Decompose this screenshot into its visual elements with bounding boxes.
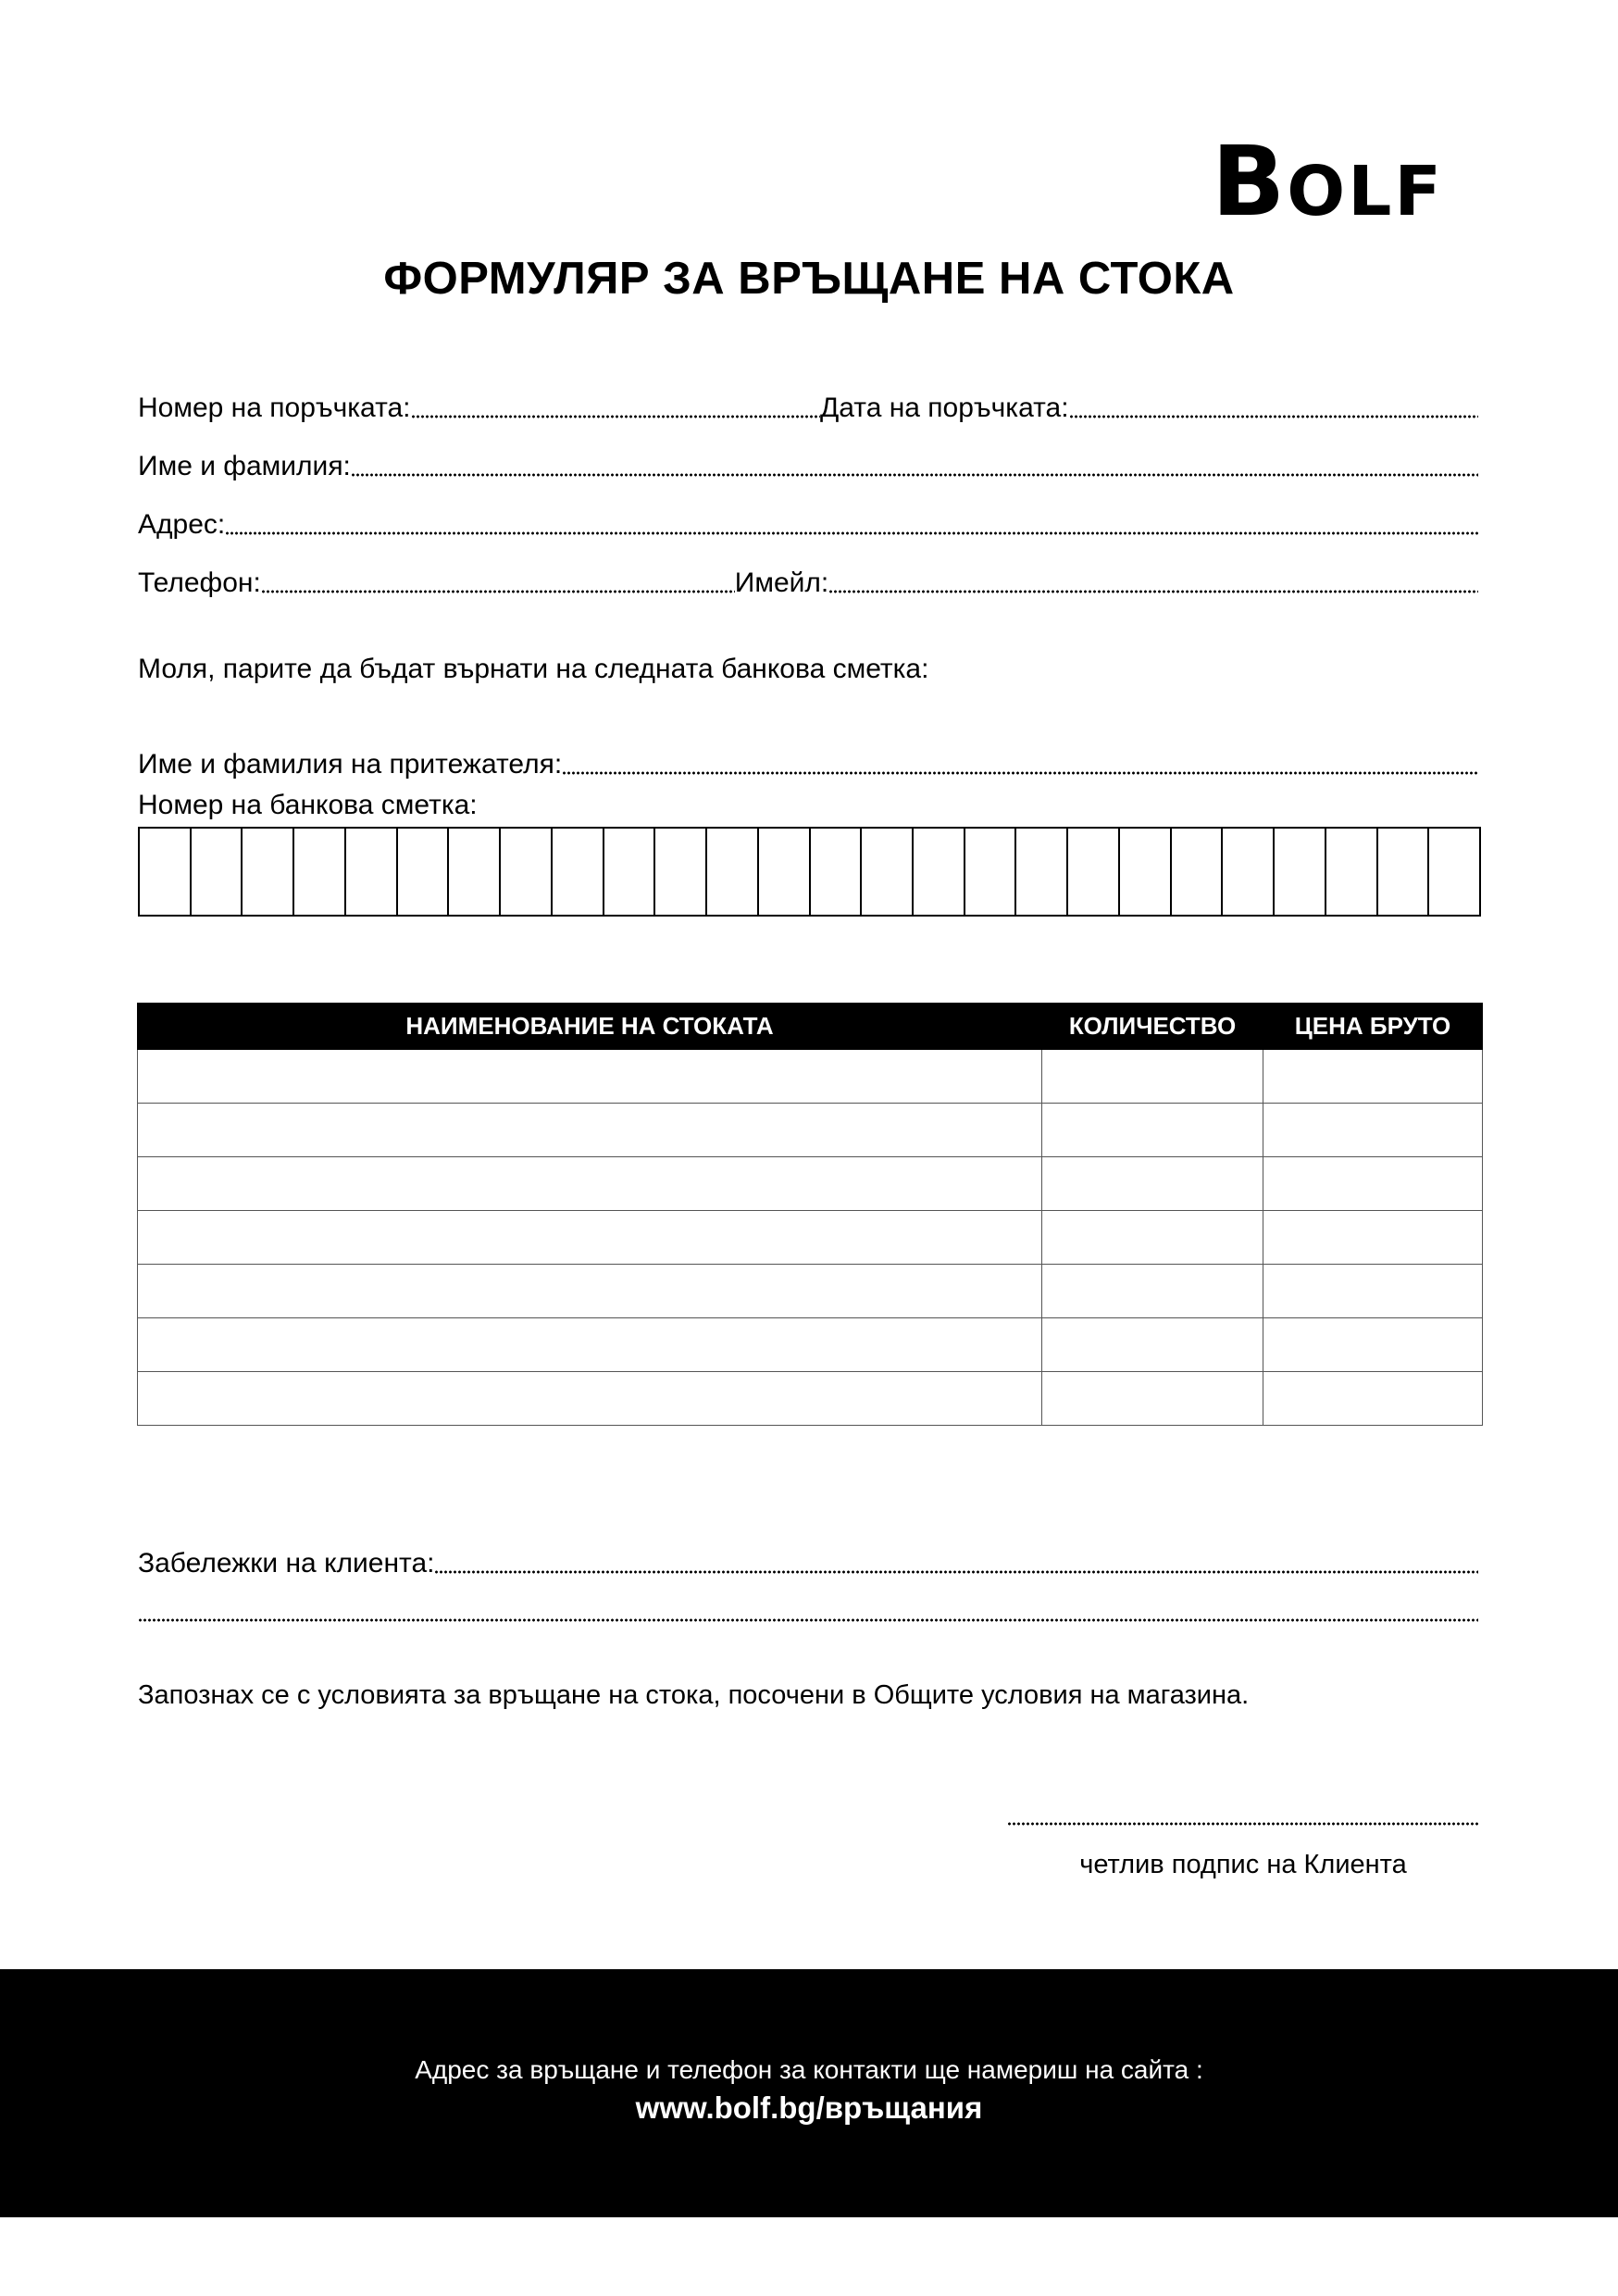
- table-row: [138, 1104, 1483, 1157]
- quantity-cell[interactable]: [1042, 1265, 1263, 1318]
- customer-notes-label: Забележки на клиента:: [138, 1548, 435, 1578]
- quantity-cell[interactable]: [1042, 1104, 1263, 1157]
- quantity-cell[interactable]: [1042, 1211, 1263, 1265]
- account-holder-label: Име и фамилия на притежателя:: [138, 749, 563, 780]
- quantity-cell[interactable]: [1042, 1372, 1263, 1426]
- item-name-cell[interactable]: [138, 1372, 1042, 1426]
- gross-price-cell[interactable]: [1263, 1104, 1483, 1157]
- quantity-cell[interactable]: [1042, 1050, 1263, 1104]
- item-name-cell[interactable]: [138, 1050, 1042, 1104]
- account-digit-box[interactable]: [1376, 829, 1428, 915]
- gross-price-cell[interactable]: [1263, 1211, 1483, 1265]
- signature-field[interactable]: [1007, 1821, 1479, 1827]
- account-digit-box[interactable]: [757, 829, 809, 915]
- order-number-label: Номер на поръчката:: [138, 393, 411, 423]
- account-digit-box[interactable]: [140, 829, 190, 915]
- contact-row: [138, 556, 1478, 599]
- gross-price-cell[interactable]: [1263, 1318, 1483, 1372]
- table-row: [138, 1050, 1483, 1104]
- goods-table: [137, 1003, 1483, 1426]
- account-digit-box[interactable]: [1118, 829, 1170, 915]
- account-digit-box[interactable]: [551, 829, 603, 915]
- account-digit-box[interactable]: [447, 829, 499, 915]
- account-digit-box[interactable]: [809, 829, 861, 915]
- header-quantity: КОЛИЧЕСТВО: [1042, 1004, 1263, 1050]
- account-digit-box[interactable]: [499, 829, 551, 915]
- email-field[interactable]: [828, 589, 1478, 594]
- customer-notes-row: [138, 1537, 1478, 1579]
- logo-rest: OLF: [1287, 152, 1444, 231]
- item-name-cell[interactable]: [138, 1318, 1042, 1372]
- account-holder-field[interactable]: [562, 770, 1478, 776]
- account-digit-box[interactable]: [1325, 829, 1376, 915]
- quantity-cell[interactable]: [1042, 1157, 1263, 1211]
- account-digit-box[interactable]: [396, 829, 448, 915]
- logo-initial: B: [1212, 125, 1288, 238]
- gross-price-cell[interactable]: [1263, 1372, 1483, 1426]
- address-label: Адрес:: [138, 509, 226, 540]
- terms-acknowledgement: Запознах се с условията за връщане на стока, посочени в Общите условия на магазина.: [138, 1680, 1250, 1710]
- item-name-cell[interactable]: [138, 1104, 1042, 1157]
- footer-returns-link[interactable]: www.bolf.bg/връщания: [635, 2090, 983, 2125]
- account-holder-row: [138, 738, 1478, 780]
- account-digit-box[interactable]: [190, 829, 242, 915]
- order-date-field[interactable]: [1069, 414, 1478, 419]
- account-digit-box[interactable]: [1066, 829, 1118, 915]
- account-digit-box[interactable]: [603, 829, 654, 915]
- quantity-cell[interactable]: [1042, 1318, 1263, 1372]
- table-row: [138, 1157, 1483, 1211]
- table-row: [138, 1265, 1483, 1318]
- goods-table-body: [138, 1050, 1483, 1426]
- order-row: [138, 381, 1478, 424]
- account-digit-box[interactable]: [241, 829, 292, 915]
- account-digit-box[interactable]: [344, 829, 396, 915]
- table-row: [138, 1318, 1483, 1372]
- order-number-field[interactable]: [411, 414, 820, 419]
- account-digit-box[interactable]: [964, 829, 1015, 915]
- table-header-row: [138, 1004, 1483, 1050]
- name-row: [138, 440, 1478, 482]
- account-digit-box[interactable]: [912, 829, 964, 915]
- account-digit-box[interactable]: [653, 829, 705, 915]
- header-item-name: НАИМЕНОВАНИЕ НА СТОКАТА: [138, 1004, 1042, 1050]
- table-row: [138, 1211, 1483, 1265]
- account-digit-box[interactable]: [1170, 829, 1222, 915]
- page-title: ФОРМУЛЯР ЗА ВРЪЩАНЕ НА СТОКА: [383, 254, 1235, 304]
- full-name-field[interactable]: [351, 472, 1478, 478]
- phone-field[interactable]: [261, 589, 735, 594]
- account-digit-box[interactable]: [1273, 829, 1325, 915]
- customer-notes-field-2[interactable]: [138, 1617, 1478, 1623]
- customer-notes-row-2: [138, 1585, 1478, 1628]
- account-digit-box[interactable]: [1221, 829, 1273, 915]
- full-name-label: Име и фамилия:: [138, 451, 351, 481]
- footer-info-text: Адрес за връщане и телефон за контакти ще намериш на сайта :: [415, 2055, 1203, 2084]
- gross-price-cell[interactable]: [1263, 1265, 1483, 1318]
- account-digit-box[interactable]: [292, 829, 344, 915]
- item-name-cell[interactable]: [138, 1157, 1042, 1211]
- item-name-cell[interactable]: [138, 1211, 1042, 1265]
- order-date-label: Дата на поръчката:: [819, 393, 1069, 423]
- table-row: [138, 1372, 1483, 1426]
- customer-notes-field[interactable]: [434, 1569, 1478, 1575]
- phone-label: Телефон:: [138, 568, 261, 598]
- account-number-grid: [138, 827, 1481, 917]
- email-label: Имейл:: [734, 568, 829, 598]
- refund-request-text: Моля, парите да бъдат върнати на следната банкова сметка:: [138, 654, 929, 684]
- header-gross-price: ЦЕНА БРУТО: [1263, 1004, 1483, 1050]
- item-name-cell[interactable]: [138, 1265, 1042, 1318]
- account-number-label: Номер на банкова сметка:: [138, 790, 478, 820]
- bolf-logo: [1212, 125, 1510, 238]
- account-digit-box[interactable]: [860, 829, 912, 915]
- account-digit-box[interactable]: [1014, 829, 1066, 915]
- address-field[interactable]: [225, 530, 1478, 536]
- gross-price-cell[interactable]: [1263, 1050, 1483, 1104]
- address-row: [138, 498, 1478, 541]
- account-digit-box[interactable]: [705, 829, 757, 915]
- signature-label: четлив подпис на Клиента: [1079, 1850, 1407, 1879]
- account-digit-box[interactable]: [1427, 829, 1479, 915]
- gross-price-cell[interactable]: [1263, 1157, 1483, 1211]
